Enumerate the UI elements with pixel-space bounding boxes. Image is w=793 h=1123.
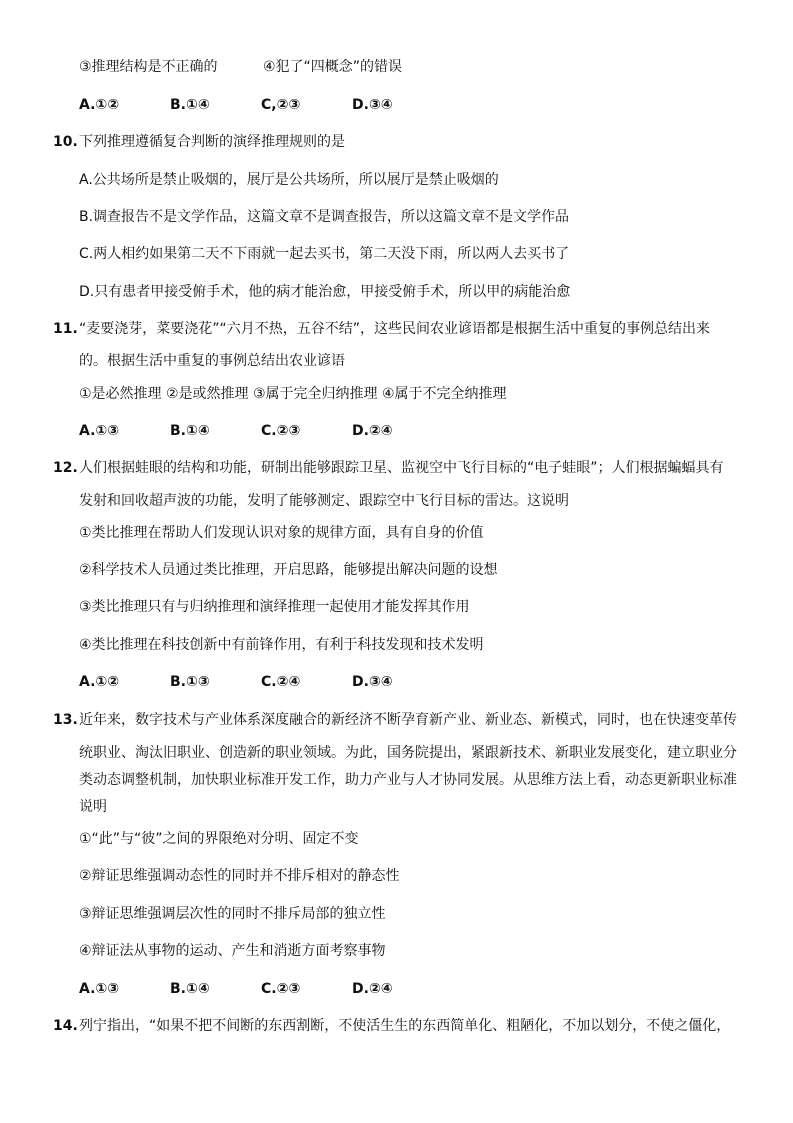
q13-stem-line-2: 统职业、淘汰旧职业、创造新的职业领域。为此，国务院提出，紧跟新技术、新职业发展变化，建立职业分: [79, 745, 737, 761]
q10-number: 10.: [53, 134, 78, 150]
q10-choice-a[interactable]: A.公共场所是禁止吸烟的，展厅是公共场所，所以展厅是禁止吸烟的: [79, 172, 499, 188]
q12-statement-2: ②科学技术人员通过类比推理，开启思路，能够提出解决问题的设想: [79, 562, 498, 578]
q11-option-b[interactable]: B.①④: [170, 423, 210, 439]
q10-choice-b[interactable]: B.调查报告不是文学作品，这篇文章不是调查报告，所以这篇文章不是文学作品: [79, 209, 570, 225]
q10-choice-d[interactable]: D.只有患者甲接受俯手术，他的病才能治愈，甲接受俯手术，所以甲的病能治愈: [79, 284, 571, 300]
q11-stem-line-2: 的。根据生活中重复的事例总结出农业谚语: [79, 353, 345, 369]
q12-option-a[interactable]: A.①②: [79, 674, 120, 690]
q9-option-c[interactable]: C,②③: [261, 97, 301, 113]
q13-stem-line-1: 近年来，数字技术与产业体系深度融合的新经济不断孕育新产业、新业态、新模式，同时，也在快速变革传: [79, 712, 737, 728]
q9-options: [79, 95, 393, 115]
q12-stem-line-1: 人们根据蛙眼的结构和功能，研制出能够跟踪卫星、监视空中飞行目标的“电子蛙眼”；人们根据蝙蝠具有: [79, 460, 724, 476]
q11-stem-line-1: “麦要浇芽，菜要浇花”“六月不热，五谷不结”，这些民间农业谚语都是根据生活中重复的事例总结出来: [79, 321, 711, 337]
q11-option-d[interactable]: D.②④: [352, 423, 393, 439]
q12-statement-3: ③类比推理只有与归纳推理和演绎推理一起使用才能发挥其作用: [79, 599, 470, 615]
q13-number: 13.: [53, 712, 78, 728]
q10-stem: 下列推理遵循复合判断的演绎推理规则的是: [79, 134, 345, 150]
q12-statement-4: ④类比推理在科技创新中有前锋作用，有利于科技发现和技术发明: [79, 637, 484, 653]
q13-statement-2: ②辩证思维强调动态性的同时并不排斥相对的静态性: [79, 868, 400, 884]
q12-statement-1: ①类比推理在帮助人们发现认识对象的规律方面，具有自身的价值: [79, 525, 484, 541]
q12-option-b[interactable]: B.①③: [170, 674, 210, 690]
q12-number: 12.: [53, 460, 78, 476]
q13-statement-3: ③辩证思维强调层次性的同时不排斥局部的独立性: [79, 906, 386, 922]
q12-option-c[interactable]: C.②④: [261, 674, 301, 690]
q12-options: [79, 672, 393, 692]
q11-statements: ①是必然推理 ②是或然推理 ③属于完全归纳推理 ④属于不完全纳推理: [79, 386, 507, 402]
q13-options: [79, 979, 393, 999]
q11-number: 11.: [53, 321, 78, 337]
q10-choice-c[interactable]: C.两人相约如果第二天不下雨就一起去买书，第二天没下雨，所以两人去买书了: [79, 246, 570, 262]
q9-option-a[interactable]: A.①②: [79, 97, 120, 113]
q13-option-d[interactable]: D.②④: [352, 981, 393, 997]
q13-statement-4: ④辩证法从事物的运动、产生和消逝方面考察事物: [79, 943, 386, 959]
q9-statements-line: [79, 57, 402, 77]
q9-statement-4: ④犯了“四概念”的错误: [263, 59, 403, 75]
q11-options: [79, 421, 393, 441]
q13-statement-1: ①“此”与“彼”之间的界限绝对分明、固定不变: [79, 831, 359, 847]
q12-option-d[interactable]: D.③④: [352, 674, 393, 690]
q9-option-b[interactable]: B.①④: [170, 97, 210, 113]
q13-option-a[interactable]: A.①③: [79, 981, 120, 997]
q14-number: 14.: [53, 1018, 78, 1034]
q11-option-a[interactable]: A.①③: [79, 423, 120, 439]
q11-option-c[interactable]: C.②③: [261, 423, 301, 439]
q9-statement-3: ③推理结构是不正确的: [79, 59, 218, 75]
q13-stem-line-4: 说明: [79, 799, 107, 815]
q9-option-d[interactable]: D.③④: [352, 97, 393, 113]
q12-stem-line-2: 发射和回收超声波的功能，发明了能够测定、跟踪空中飞行目标的雷达。这说明: [79, 493, 569, 509]
q13-stem-line-3: 类动态调整机制，加快职业标准开发工作，助力产业与人才协同发展。从思维方法上看，动态更新职业标准: [79, 772, 737, 788]
q13-option-c[interactable]: C.②③: [261, 981, 301, 997]
q13-option-b[interactable]: B.①④: [170, 981, 210, 997]
q14-stem: 列宁指出，“如果不把不间断的东西割断，不使活生生的东西简单化、粗陋化，不加以划分，不使之僵化，: [79, 1018, 731, 1034]
